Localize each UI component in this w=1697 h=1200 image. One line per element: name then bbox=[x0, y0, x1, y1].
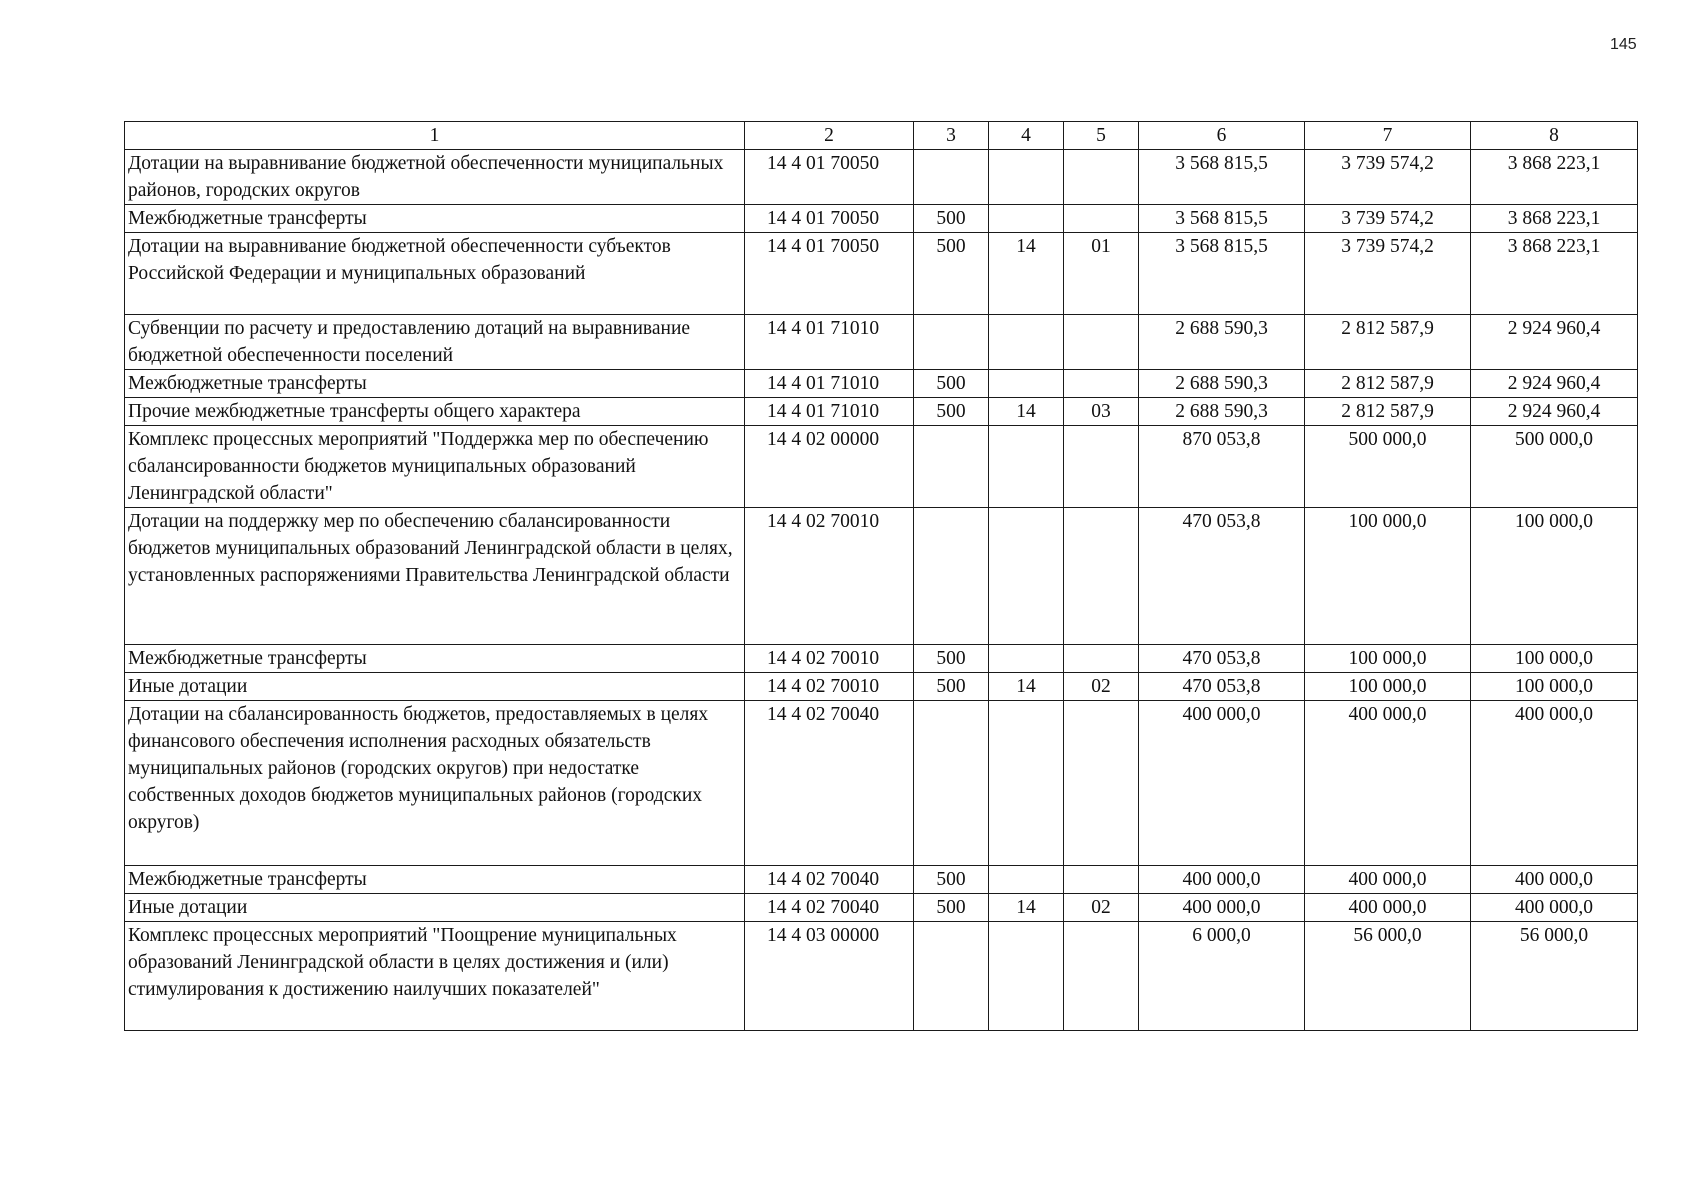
table-row bbox=[125, 426, 1638, 508]
row-col5 bbox=[1064, 645, 1139, 673]
row-col5: 02 bbox=[1064, 673, 1139, 701]
row-value-6: 2 688 590,3 bbox=[1139, 370, 1305, 398]
row-value-8: 2 924 960,4 bbox=[1471, 315, 1638, 370]
row-code: 14 4 02 70040 bbox=[745, 894, 914, 922]
row-value-7: 2 812 587,9 bbox=[1305, 370, 1471, 398]
row-value-6: 470 053,8 bbox=[1139, 508, 1305, 645]
row-code: 14 4 02 70010 bbox=[745, 673, 914, 701]
row-value-6: 400 000,0 bbox=[1139, 701, 1305, 866]
table-row bbox=[125, 315, 1638, 370]
row-value-7: 3 739 574,2 bbox=[1305, 233, 1471, 315]
column-header: 3 bbox=[914, 122, 989, 150]
row-name: Межбюджетные трансферты bbox=[125, 370, 745, 398]
row-col3: 500 bbox=[914, 866, 989, 894]
table-row bbox=[125, 673, 1638, 701]
budget-table bbox=[124, 121, 1638, 1031]
row-col3: 500 bbox=[914, 205, 989, 233]
table-row bbox=[125, 701, 1638, 866]
page-number: 145 bbox=[1610, 36, 1637, 53]
row-name: Комплекс процессных мероприятий "Поддержка мер по обеспечению сбалансированности бюджетов муниципальных образований Ленинградской области" bbox=[125, 426, 745, 508]
row-value-6: 3 568 815,5 bbox=[1139, 233, 1305, 315]
row-col4 bbox=[989, 508, 1064, 645]
row-value-6: 470 053,8 bbox=[1139, 645, 1305, 673]
row-value-7: 500 000,0 bbox=[1305, 426, 1471, 508]
row-col4 bbox=[989, 150, 1064, 205]
row-code: 14 4 01 71010 bbox=[745, 315, 914, 370]
row-value-7: 56 000,0 bbox=[1305, 922, 1471, 1031]
row-col3 bbox=[914, 150, 989, 205]
row-code: 14 4 02 70040 bbox=[745, 866, 914, 894]
row-col5 bbox=[1064, 205, 1139, 233]
row-col5: 03 bbox=[1064, 398, 1139, 426]
row-value-8: 100 000,0 bbox=[1471, 508, 1638, 645]
row-value-8: 100 000,0 bbox=[1471, 645, 1638, 673]
row-value-7: 3 739 574,2 bbox=[1305, 150, 1471, 205]
table-row bbox=[125, 370, 1638, 398]
row-value-6: 400 000,0 bbox=[1139, 866, 1305, 894]
row-value-6: 3 568 815,5 bbox=[1139, 150, 1305, 205]
row-col3 bbox=[914, 315, 989, 370]
row-col4 bbox=[989, 645, 1064, 673]
row-value-8: 3 868 223,1 bbox=[1471, 150, 1638, 205]
row-col3 bbox=[914, 922, 989, 1031]
table-row bbox=[125, 894, 1638, 922]
row-col4 bbox=[989, 701, 1064, 866]
row-col3: 500 bbox=[914, 370, 989, 398]
row-value-8: 2 924 960,4 bbox=[1471, 370, 1638, 398]
row-col3: 500 bbox=[914, 398, 989, 426]
row-value-6: 400 000,0 bbox=[1139, 894, 1305, 922]
row-col4 bbox=[989, 866, 1064, 894]
row-col3 bbox=[914, 701, 989, 866]
row-col4 bbox=[989, 370, 1064, 398]
table-row bbox=[125, 645, 1638, 673]
table-row bbox=[125, 508, 1638, 645]
row-col5: 01 bbox=[1064, 233, 1139, 315]
row-code: 14 4 01 71010 bbox=[745, 398, 914, 426]
row-name: Межбюджетные трансферты bbox=[125, 866, 745, 894]
row-value-8: 400 000,0 bbox=[1471, 866, 1638, 894]
row-value-7: 2 812 587,9 bbox=[1305, 315, 1471, 370]
row-col3: 500 bbox=[914, 673, 989, 701]
row-name: Дотации на сбалансированность бюджетов, предоставляемых в целях финансового обеспечения исполнения расходных обязательств муниципальных районов (городских округов) при недостатке собственных доходов бюджетов муниципальных районов (городских округов) bbox=[125, 701, 745, 866]
row-code: 14 4 03 00000 bbox=[745, 922, 914, 1031]
row-col5 bbox=[1064, 922, 1139, 1031]
row-value-6: 3 568 815,5 bbox=[1139, 205, 1305, 233]
row-col4 bbox=[989, 315, 1064, 370]
row-code: 14 4 01 70050 bbox=[745, 150, 914, 205]
row-value-6: 870 053,8 bbox=[1139, 426, 1305, 508]
row-col5 bbox=[1064, 508, 1139, 645]
row-name: Субвенции по расчету и предоставлению дотаций на выравнивание бюджетной обеспеченности поселений bbox=[125, 315, 745, 370]
row-col4 bbox=[989, 426, 1064, 508]
row-col5: 02 bbox=[1064, 894, 1139, 922]
row-col5 bbox=[1064, 370, 1139, 398]
table-row bbox=[125, 866, 1638, 894]
row-col3: 500 bbox=[914, 894, 989, 922]
row-col4: 14 bbox=[989, 673, 1064, 701]
row-value-6: 2 688 590,3 bbox=[1139, 398, 1305, 426]
row-value-7: 3 739 574,2 bbox=[1305, 205, 1471, 233]
row-col3: 500 bbox=[914, 645, 989, 673]
row-value-7: 100 000,0 bbox=[1305, 508, 1471, 645]
column-header: 2 bbox=[745, 122, 914, 150]
row-name: Прочие межбюджетные трансферты общего характера bbox=[125, 398, 745, 426]
row-code: 14 4 02 70010 bbox=[745, 508, 914, 645]
row-value-8: 500 000,0 bbox=[1471, 426, 1638, 508]
row-col4: 14 bbox=[989, 894, 1064, 922]
row-col5 bbox=[1064, 150, 1139, 205]
row-code: 14 4 02 70040 bbox=[745, 701, 914, 866]
row-col5 bbox=[1064, 315, 1139, 370]
row-value-8: 2 924 960,4 bbox=[1471, 398, 1638, 426]
row-name: Дотации на поддержку мер по обеспечению сбалансированности бюджетов муниципальных образований Ленинградской области в целях, установленных распоряжениями Правительства Ленинградской области bbox=[125, 508, 745, 645]
table-row bbox=[125, 150, 1638, 205]
row-value-8: 56 000,0 bbox=[1471, 922, 1638, 1031]
row-value-8: 400 000,0 bbox=[1471, 701, 1638, 866]
column-header: 5 bbox=[1064, 122, 1139, 150]
row-col3: 500 bbox=[914, 233, 989, 315]
table-row bbox=[125, 398, 1638, 426]
row-col4: 14 bbox=[989, 398, 1064, 426]
row-col4: 14 bbox=[989, 233, 1064, 315]
header-row bbox=[125, 122, 1638, 150]
row-code: 14 4 02 00000 bbox=[745, 426, 914, 508]
row-col5 bbox=[1064, 426, 1139, 508]
row-value-7: 400 000,0 bbox=[1305, 894, 1471, 922]
row-value-7: 100 000,0 bbox=[1305, 673, 1471, 701]
row-code: 14 4 01 70050 bbox=[745, 205, 914, 233]
row-value-7: 400 000,0 bbox=[1305, 701, 1471, 866]
row-value-7: 100 000,0 bbox=[1305, 645, 1471, 673]
row-name: Комплекс процессных мероприятий "Поощрение муниципальных образований Ленинградской области в целях достижения и (или) стимулирования к достижению наилучших показателей" bbox=[125, 922, 745, 1031]
row-code: 14 4 02 70010 bbox=[745, 645, 914, 673]
row-value-7: 2 812 587,9 bbox=[1305, 398, 1471, 426]
column-header: 8 bbox=[1471, 122, 1638, 150]
row-value-8: 3 868 223,1 bbox=[1471, 233, 1638, 315]
row-name: Дотации на выравнивание бюджетной обеспеченности субъектов Российской Федерации и муниципальных образований bbox=[125, 233, 745, 315]
row-col4 bbox=[989, 205, 1064, 233]
row-name: Дотации на выравнивание бюджетной обеспеченности муниципальных районов, городских округов bbox=[125, 150, 745, 205]
row-name: Межбюджетные трансферты bbox=[125, 205, 745, 233]
row-value-8: 100 000,0 bbox=[1471, 673, 1638, 701]
row-col3 bbox=[914, 426, 989, 508]
row-value-6: 2 688 590,3 bbox=[1139, 315, 1305, 370]
row-name: Иные дотации bbox=[125, 894, 745, 922]
row-col5 bbox=[1064, 701, 1139, 866]
row-code: 14 4 01 70050 bbox=[745, 233, 914, 315]
row-col5 bbox=[1064, 866, 1139, 894]
table-row bbox=[125, 233, 1638, 315]
table-row bbox=[125, 922, 1638, 1031]
row-code: 14 4 01 71010 bbox=[745, 370, 914, 398]
row-value-8: 3 868 223,1 bbox=[1471, 205, 1638, 233]
row-col4 bbox=[989, 922, 1064, 1031]
row-col3 bbox=[914, 508, 989, 645]
column-header: 6 bbox=[1139, 122, 1305, 150]
column-header: 4 bbox=[989, 122, 1064, 150]
row-value-6: 6 000,0 bbox=[1139, 922, 1305, 1031]
row-value-8: 400 000,0 bbox=[1471, 894, 1638, 922]
row-name: Иные дотации bbox=[125, 673, 745, 701]
column-header: 1 bbox=[125, 122, 745, 150]
row-name: Межбюджетные трансферты bbox=[125, 645, 745, 673]
table-row bbox=[125, 205, 1638, 233]
row-value-6: 470 053,8 bbox=[1139, 673, 1305, 701]
row-value-7: 400 000,0 bbox=[1305, 866, 1471, 894]
column-header: 7 bbox=[1305, 122, 1471, 150]
